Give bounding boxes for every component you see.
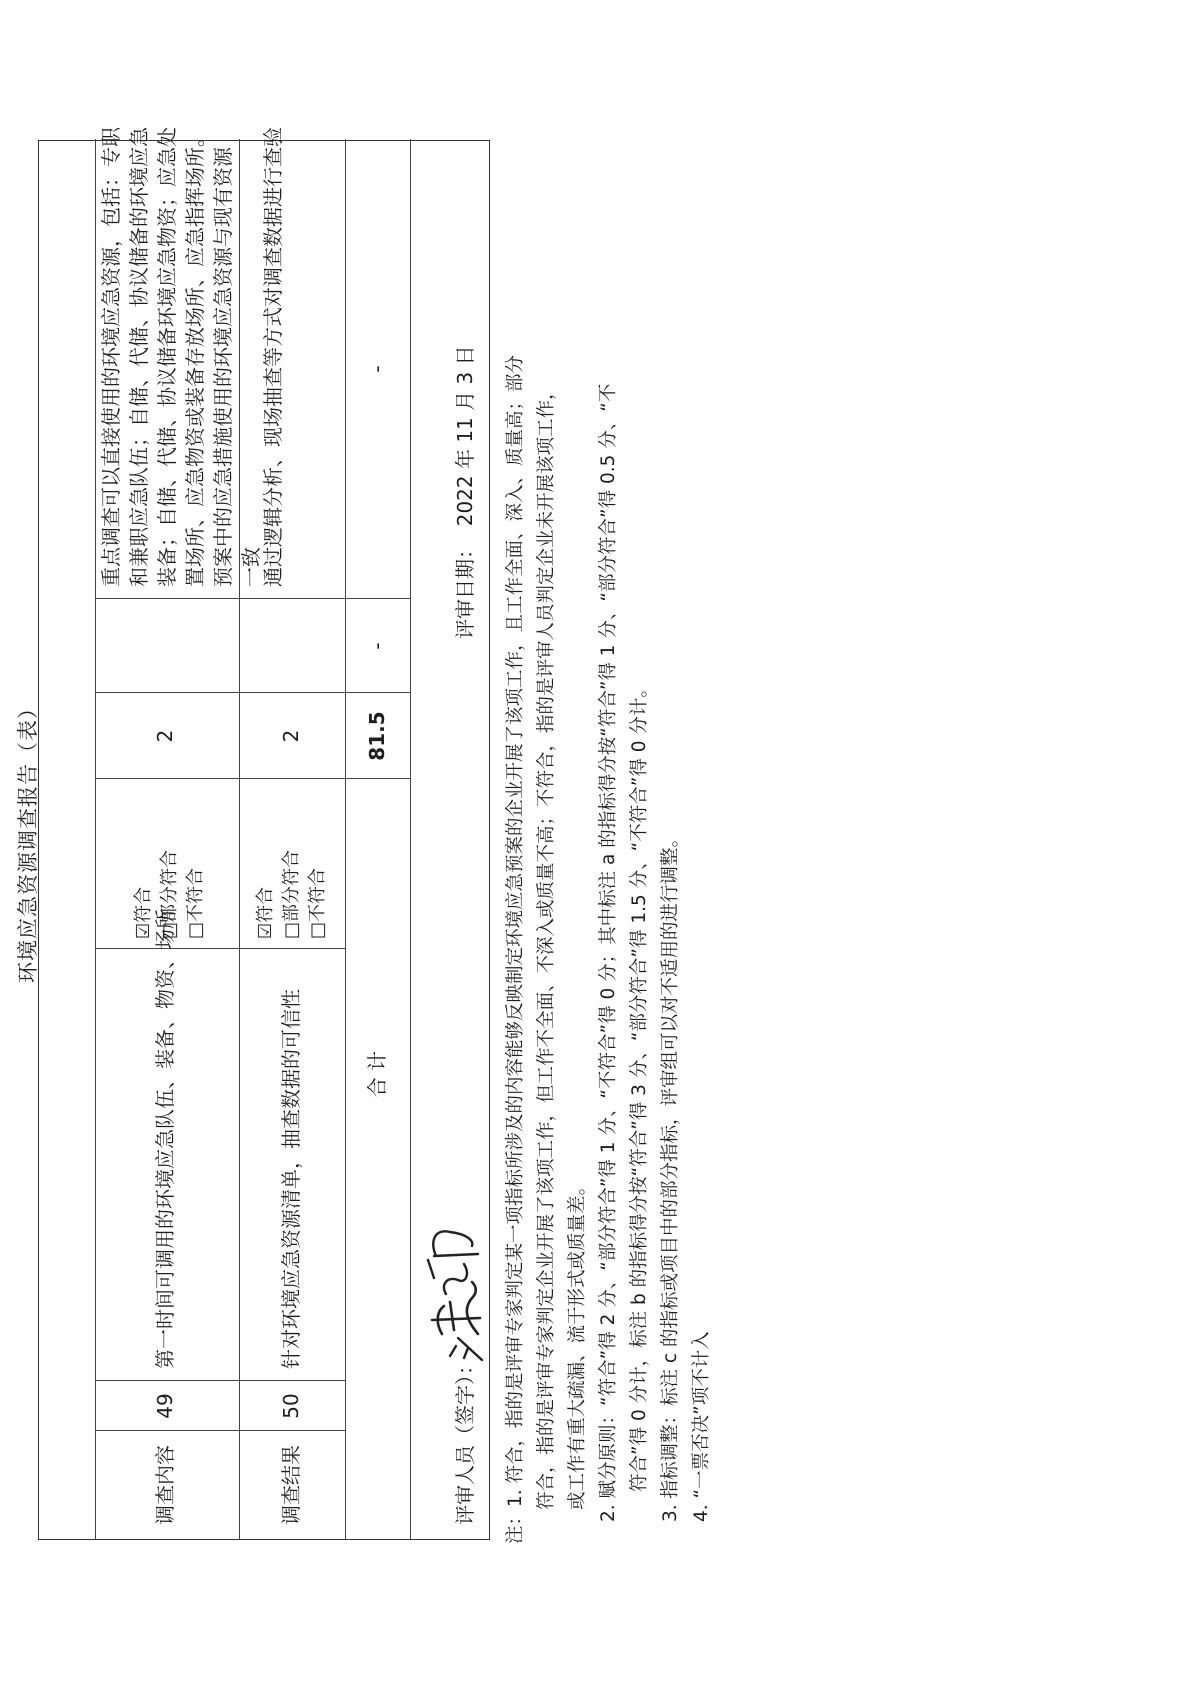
checkbox-compliant: ☑符合	[133, 886, 154, 939]
note-line: 符合”得 0 分计，标注 b 的指标得分按“符合”得 3 分、“部分符合”得 1.5 分、“不符合”得 0 分计。	[629, 679, 650, 1492]
note-line: 注：1. 符合，指的是评审专家判定某一项指标所涉及的内容能够反映制定环境应急预案的企业开展了该项工作，且工作全面、深入、质量高；部分	[505, 354, 526, 1544]
table-title: 环境应急资源调查报告（表）	[16, 697, 40, 983]
category-label: 调查结果	[279, 1445, 303, 1525]
category-label: 调查内容	[153, 1445, 177, 1525]
review-date	[451, 345, 479, 639]
note-line: 或工作有重大疏漏、流于形式或质量差。	[567, 1176, 588, 1510]
note-line: 2. 赋分原则：“符合”得 2 分、“部分符合”得 1 分、“不符合”得 0 分；其中标注 a 的指标得分按“符合”得 1 分、“部分符合”得 0.5 分、“不	[598, 383, 619, 1522]
review-criteria: 通过逻辑分析、现场抽查等方式对调查数据进行查验	[261, 127, 285, 587]
note-line: 4. “一票否决”项不计入	[691, 1331, 712, 1522]
reviewer-signature-label: 评审人员（签字）：	[453, 1355, 477, 1525]
item-number: 50	[279, 1393, 303, 1419]
handwritten-signature	[422, 1214, 488, 1364]
total-dash: -	[365, 642, 389, 650]
item-description: 针对环境应急资源清单，抽查数据的可信性	[279, 989, 303, 1369]
item-score: 2	[279, 729, 303, 743]
checkbox-compliant: ☑符合	[255, 886, 276, 939]
checkbox-partial: □部分符合	[159, 849, 180, 939]
total-score: 81.5	[365, 711, 389, 761]
checkbox-noncompliant: □不符合	[307, 867, 328, 939]
review-table	[38, 127, 490, 1540]
item-number: 49	[153, 1393, 177, 1419]
compliance-options	[253, 779, 331, 939]
review-date-label: 评审日期：	[453, 539, 477, 639]
item-score: 2	[153, 729, 177, 743]
compliance-options	[131, 779, 209, 939]
note-line: 符合，指的是评审专家判定企业开展了该项工作，但工作不全面、不深入或质量不高；不符合，指的是评审人员判定企业未开展该项工作，	[536, 381, 557, 1510]
item-description: 第一时间可调用的环境应急队伍、装备、物资、场所	[153, 909, 177, 1369]
total-dash: -	[365, 365, 389, 373]
rotated-landscape-content	[0, 127, 1010, 1544]
note-line: 3. 指标调整：标注 c 的指标或项目中的部分指标，评审组可以对不适用的进行调整。	[660, 829, 681, 1522]
notes-section	[500, 144, 717, 1544]
total-label: 合 计	[365, 1050, 389, 1098]
checkbox-partial: □部分符合	[281, 849, 302, 939]
review-date-value: 2022 年 11 月 3 日	[453, 345, 477, 527]
checkbox-noncompliant: □不符合	[185, 867, 206, 939]
review-criteria: 重点调查可以直接使用的环境应急资源，包括：专职 和兼职应急队伍；自储、代储、协议储备的环境应急 装备；自储、代储、协议储备环境应急物资；应急处 置场所、应急物资或装备存放场所、应急指挥场所。 预案中的应急措施使用的环境应急资源与现有资源 一致	[99, 127, 263, 587]
